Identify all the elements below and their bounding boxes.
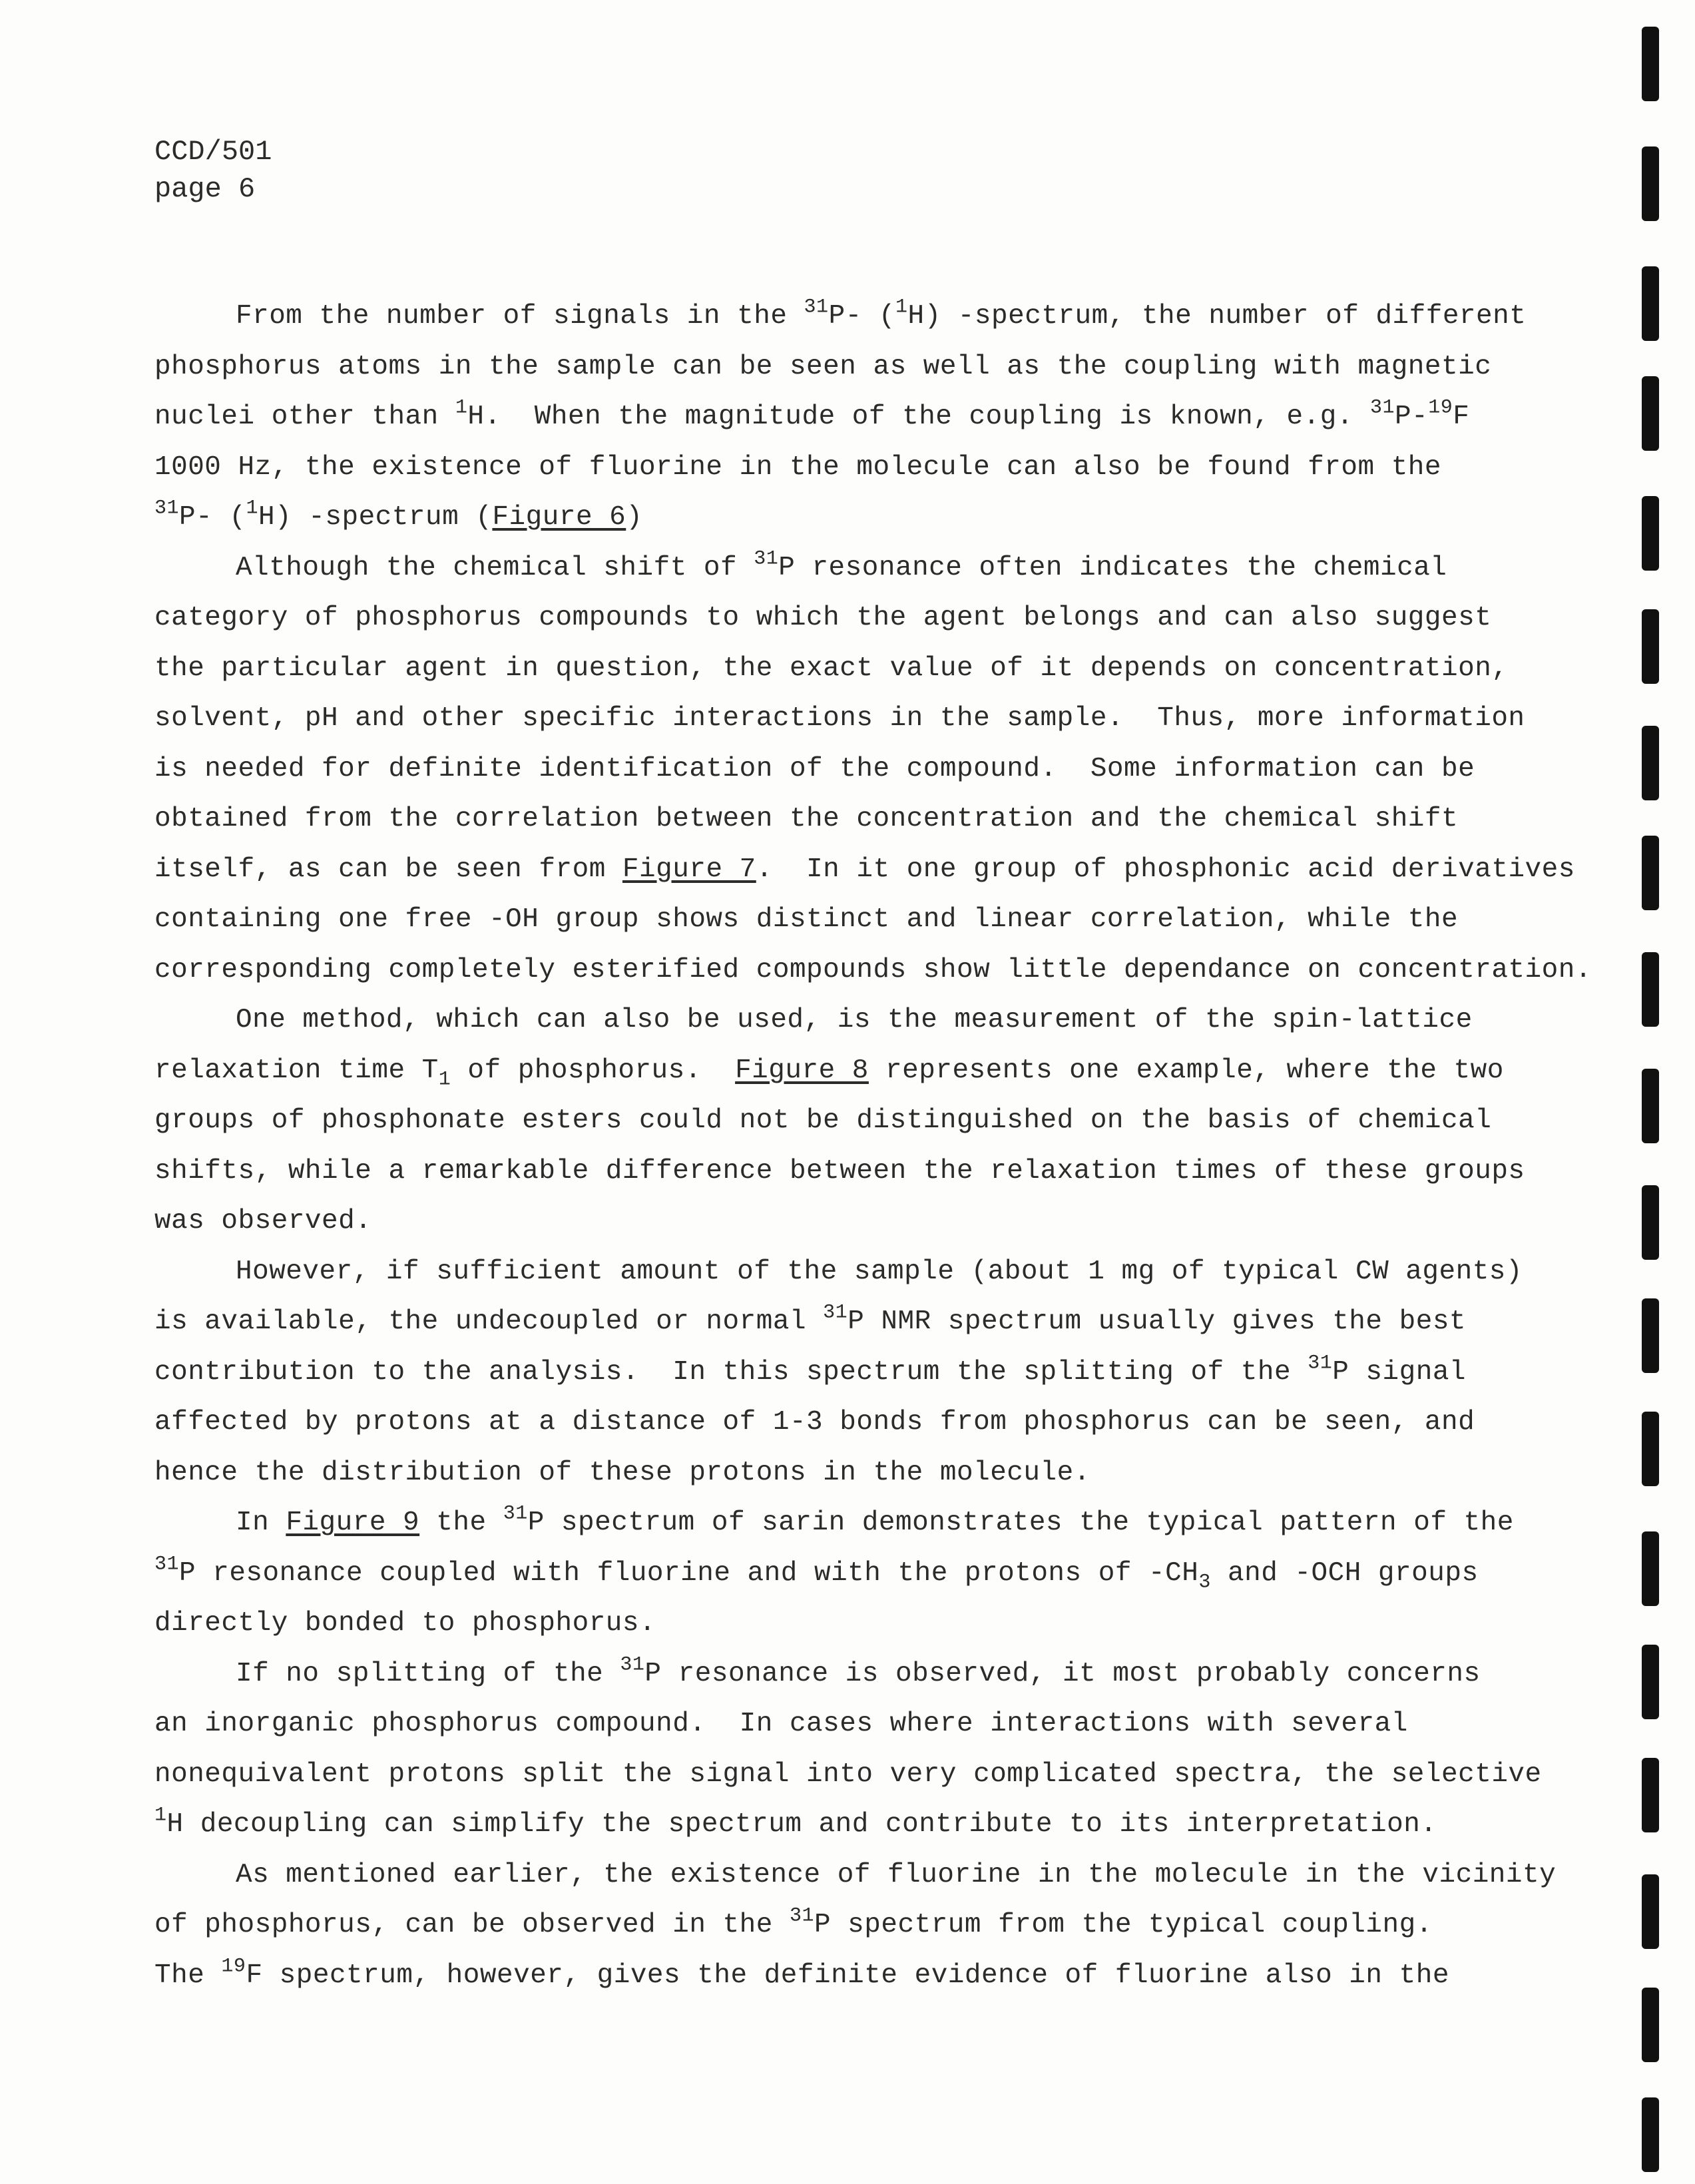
superscript: 19: [221, 1955, 246, 1978]
text-run: groups of phosphonate esters could not be distinguished on the basis of chemical: [154, 1105, 1492, 1136]
text-line: [154, 1197, 1586, 1247]
text-run: of phosphorus, can be observed in the: [154, 1910, 790, 1940]
text-line: [154, 593, 1586, 644]
margin-mark: [1642, 1531, 1659, 1606]
superscript: 19: [1428, 396, 1453, 419]
text-line: [154, 1348, 1586, 1398]
text-line: [154, 443, 1586, 493]
margin-mark: [1642, 1645, 1659, 1719]
margin-mark: [1642, 146, 1659, 221]
margin-mark: [1642, 1412, 1659, 1486]
superscript: 31: [789, 1904, 814, 1928]
superscript: 31: [1370, 396, 1395, 419]
text-run: nonequivalent protons split the signal into very complicated spectra, the selective: [154, 1759, 1542, 1790]
text-line: [154, 744, 1586, 795]
margin-mark: [1642, 836, 1659, 910]
body-text: [154, 292, 1592, 2001]
text-run: F: [1453, 402, 1470, 432]
margin-mark: [1642, 266, 1659, 341]
superscript: 1: [154, 1804, 167, 1827]
text-line: [154, 895, 1586, 946]
text-line: [154, 794, 1586, 845]
text-line: [154, 1297, 1586, 1348]
text-run: If no splitting of the: [236, 1658, 620, 1689]
text-run: H. When the magnitude of the coupling is known, e.g.: [467, 402, 1371, 432]
text-line: [154, 946, 1592, 996]
text-run: ): [626, 502, 643, 533]
subscript: 3: [1198, 1571, 1211, 1593]
margin-mark: [1642, 1069, 1659, 1143]
superscript: 31: [620, 1653, 645, 1676]
text-run: was observed.: [154, 1206, 372, 1236]
text-run: The: [154, 1960, 222, 1991]
text-line: [154, 1699, 1586, 1750]
superscript: 31: [754, 547, 779, 570]
text-run: P signal: [1332, 1356, 1467, 1388]
margin-mark: [1642, 609, 1659, 684]
text-line: [154, 1900, 1586, 1951]
text-run: containing one free -OH group shows distinct and linear correlation, while the: [154, 904, 1459, 935]
text-run: Although the chemical shift of: [236, 552, 754, 583]
margin-mark: [1642, 1298, 1659, 1373]
text-run: phosphorus atoms in the sample can be seen as well as the coupling with magnetic: [154, 351, 1492, 382]
text-line: [154, 1147, 1586, 1197]
text-run: the: [419, 1507, 503, 1538]
margin-mark: [1642, 2097, 1659, 2172]
document-id: CCD/501: [154, 136, 272, 168]
text-run: P- (: [828, 301, 895, 332]
text-run: hence the distribution of these protons in the molecule.: [154, 1457, 1090, 1488]
superscript: 1: [895, 296, 908, 319]
text-line: [154, 1800, 1586, 1850]
scan-margin-marks: [1642, 0, 1668, 2184]
text-line: [154, 543, 1586, 594]
text-run: itself, as can be seen from: [154, 854, 622, 885]
text-run: contribution to the analysis. In this spectrum the splitting of the: [154, 1356, 1308, 1388]
text-line: [154, 1398, 1586, 1448]
text-line: [154, 1046, 1586, 1097]
text-run: category of phosphorus compounds to which the agent belongs and can also suggest: [154, 603, 1492, 633]
text-run: P resonance coupled with fluorine and with the protons of -CH: [179, 1557, 1199, 1589]
text-run: H) -spectrum (: [258, 502, 493, 533]
text-run: relaxation time T: [154, 1055, 439, 1086]
margin-mark: [1642, 376, 1659, 451]
figure-reference: Figure 7: [622, 854, 756, 885]
text-run: obtained from the correlation between the concentration and the chemical shift: [154, 804, 1459, 834]
text-run: In: [236, 1507, 286, 1538]
text-run: shifts, while a remarkable difference between the relaxation times of these groups: [154, 1155, 1525, 1187]
text-run: nuclei other than: [154, 402, 455, 432]
text-line: [154, 995, 1586, 1046]
margin-mark: [1642, 1185, 1659, 1260]
page-header: [154, 133, 272, 208]
text-run: P spectrum of sarin demonstrates the typical pattern of the: [527, 1507, 1514, 1538]
text-run: of phosphorus.: [451, 1055, 736, 1086]
margin-mark: [1642, 1874, 1659, 1949]
text-line: [154, 1247, 1586, 1298]
text-run: and -OCH groups: [1210, 1557, 1479, 1589]
margin-mark: [1642, 496, 1659, 571]
text-line: [154, 694, 1586, 744]
superscript: 1: [246, 497, 258, 520]
text-line: [154, 1750, 1586, 1800]
text-run: an inorganic phosphorus compound. In cases where interactions with several: [154, 1709, 1408, 1739]
text-line: [154, 1850, 1586, 1901]
text-run: . In it one group of phosphonic acid derivatives: [756, 854, 1575, 885]
figure-reference: Figure 8: [735, 1055, 869, 1086]
text-run: 1000 Hz, the existence of fluorine in the molecule can also be found from the: [154, 451, 1442, 483]
text-run: directly bonded to phosphorus.: [154, 1608, 656, 1639]
text-run: From the number of signals in the: [236, 301, 804, 332]
page-number: page 6: [154, 173, 256, 205]
figure-reference: Figure 9: [286, 1507, 420, 1538]
superscript: 31: [154, 1553, 180, 1575]
text-run: P- (: [179, 502, 246, 533]
text-line: [154, 644, 1586, 694]
text-run: H) -spectrum, the number of different: [907, 301, 1527, 332]
superscript: 31: [503, 1502, 528, 1525]
margin-mark: [1642, 726, 1659, 800]
text-line: [154, 1448, 1586, 1499]
superscript: 31: [823, 1301, 848, 1324]
margin-mark: [1642, 27, 1659, 101]
text-run: is needed for definite identification of the compound. Some information can be: [154, 753, 1475, 784]
text-run: P-: [1395, 402, 1429, 432]
figure-reference: Figure 6: [492, 502, 626, 533]
margin-mark: [1642, 1988, 1659, 2062]
text-run: is available, the undecoupled or normal: [154, 1306, 824, 1337]
text-run: P resonance is observed, it most probably concerns: [644, 1658, 1481, 1689]
text-run: affected by protons at a distance of 1-3 bonds from phosphorus can be seen, and: [154, 1407, 1475, 1438]
subscript: 1: [438, 1068, 451, 1091]
text-run: P resonance often indicates the chemical: [778, 552, 1447, 583]
text-run: represents one example, where the two: [868, 1055, 1504, 1086]
text-line: [154, 493, 1586, 543]
margin-mark: [1642, 952, 1659, 1027]
text-run: H decoupling can simplify the spectrum and contribute to its interpretation.: [166, 1809, 1437, 1840]
text-run: P NMR spectrum usually gives the best: [848, 1306, 1467, 1337]
text-line: [154, 845, 1586, 896]
text-run: corresponding completely esterified compounds show little dependance on concentration.: [154, 954, 1592, 985]
text-line: [154, 1599, 1586, 1649]
text-line: [154, 342, 1586, 393]
text-line: [154, 1549, 1586, 1599]
superscript: 1: [455, 396, 468, 419]
text-run: However, if sufficient amount of the sample (about 1 mg of typical CW agents): [236, 1256, 1523, 1287]
text-line: [154, 392, 1586, 443]
text-line: [154, 1649, 1586, 1700]
text-line: [154, 1498, 1586, 1549]
superscript: 31: [804, 296, 829, 319]
text-run: As mentioned earlier, the existence of fluorine in the molecule in the vicinity: [236, 1859, 1557, 1890]
superscript: 31: [154, 497, 180, 520]
text-run: One method, which can also be used, is the measurement of the spin-lattice: [236, 1005, 1473, 1035]
text-line: [154, 1951, 1586, 2002]
text-run: solvent, pH and other specific interactions in the sample. Thus, more information: [154, 703, 1525, 734]
text-run: P spectrum from the typical coupling.: [814, 1910, 1433, 1940]
text-line: [154, 1096, 1586, 1147]
text-run: F spectrum, however, gives the definite evidence of fluorine also in the: [246, 1960, 1449, 1991]
text-run: the particular agent in question, the exact value of it depends on concentration,: [154, 653, 1509, 684]
superscript: 31: [1308, 1352, 1333, 1374]
margin-mark: [1642, 1758, 1659, 1832]
text-line: [154, 292, 1586, 342]
